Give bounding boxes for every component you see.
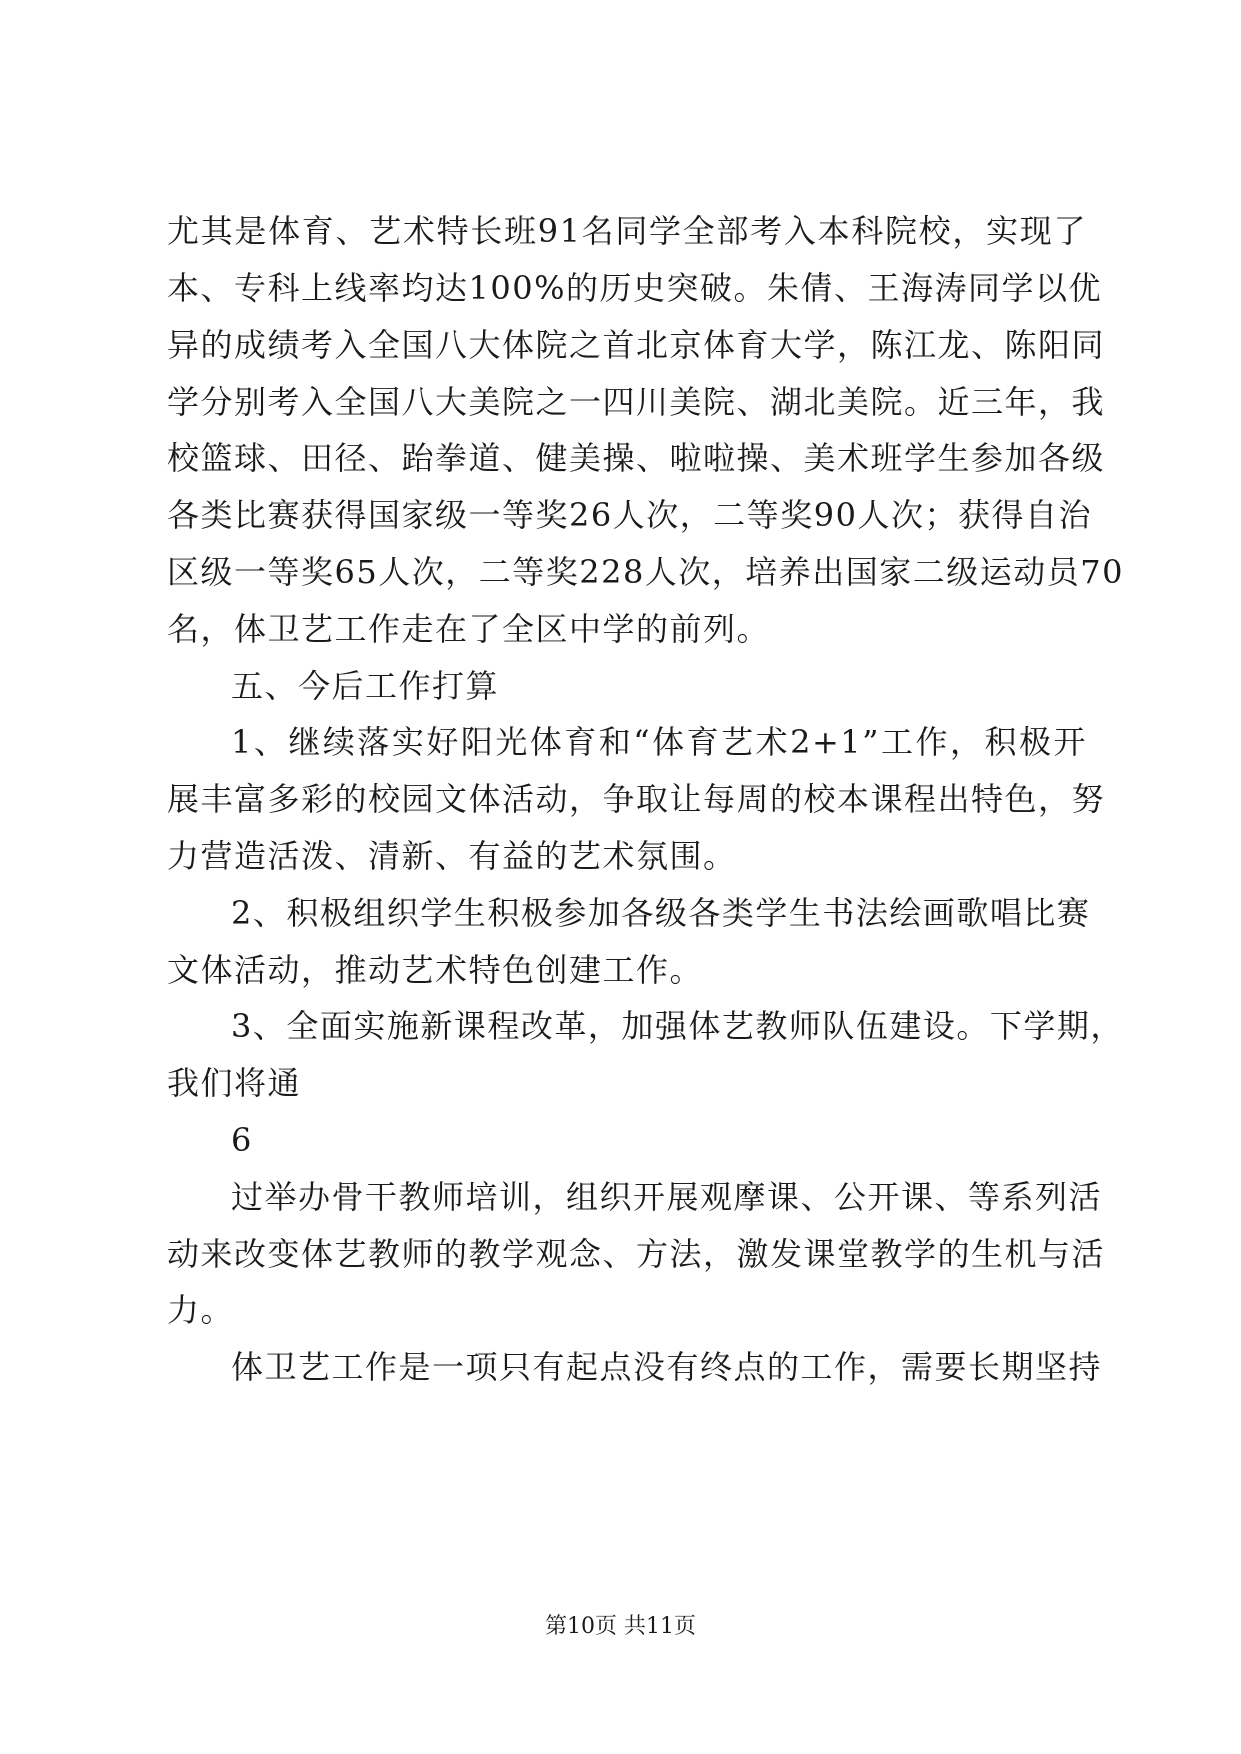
page-footer: 第10页 共11页 xyxy=(545,1614,696,1639)
body-line: 动来改变体艺教师的教学观念、方法，激发课堂教学的生机与活 xyxy=(167,1235,1106,1273)
inline-page-marker: 6 xyxy=(231,1121,253,1159)
body-line: 异的成绩考入全国八大体院之首北京体育大学，陈江龙、陈阳同 xyxy=(167,326,1106,364)
body-line: 我们将通 xyxy=(167,1064,302,1102)
body-line: 学分别考入全国八大美院之一四川美院、湖北美院。近三年，我 xyxy=(167,383,1106,421)
body-line: 校篮球、田径、跆拳道、健美操、啦啦操、美术班学生参加各级 xyxy=(167,439,1106,477)
section-heading: 五、今后工作打算 xyxy=(231,667,500,705)
body-line: 名，体卫艺工作走在了全区中学的前列。 xyxy=(167,610,771,648)
body-line: 过举办骨干教师培训，组织开展观摩课、公开课、等系列活 xyxy=(231,1178,1103,1216)
body-line: 力营造活泼、清新、有益的艺术氛围。 xyxy=(167,837,737,875)
body-line: 体卫艺工作是一项只有起点没有终点的工作，需要长期坚持 xyxy=(231,1348,1103,1386)
body-line: 各类比赛获得国家级一等奖26人次，二等奖90人次；获得自治 xyxy=(167,496,1092,534)
body-line: 展丰富多彩的校园文体活动，争取让每周的校本课程出特色，努 xyxy=(167,780,1106,818)
body-line: 力。 xyxy=(167,1291,235,1329)
body-line: 区级一等奖65人次，二等奖228人次，培养出国家二级运动员70 xyxy=(167,553,1125,591)
body-line: 1、继续落实好阳光体育和“体育艺术2+1”工作，积极开 xyxy=(231,723,1087,761)
body-line: 文体活动，推动艺术特色创建工作。 xyxy=(167,951,704,989)
body-line: 本、专科上线率均达100%的历史突破。朱倩、王海涛同学以优 xyxy=(167,269,1102,307)
body-line: 3、全面实施新课程改革，加强体艺教师队伍建设。下学期， xyxy=(231,1007,1124,1045)
body-line: 2、积极组织学生积极参加各级各类学生书法绘画歌唱比赛 xyxy=(231,894,1091,932)
body-line: 尤其是体育、艺术特长班91名同学全部考入本科院校，实现了 xyxy=(167,212,1087,250)
